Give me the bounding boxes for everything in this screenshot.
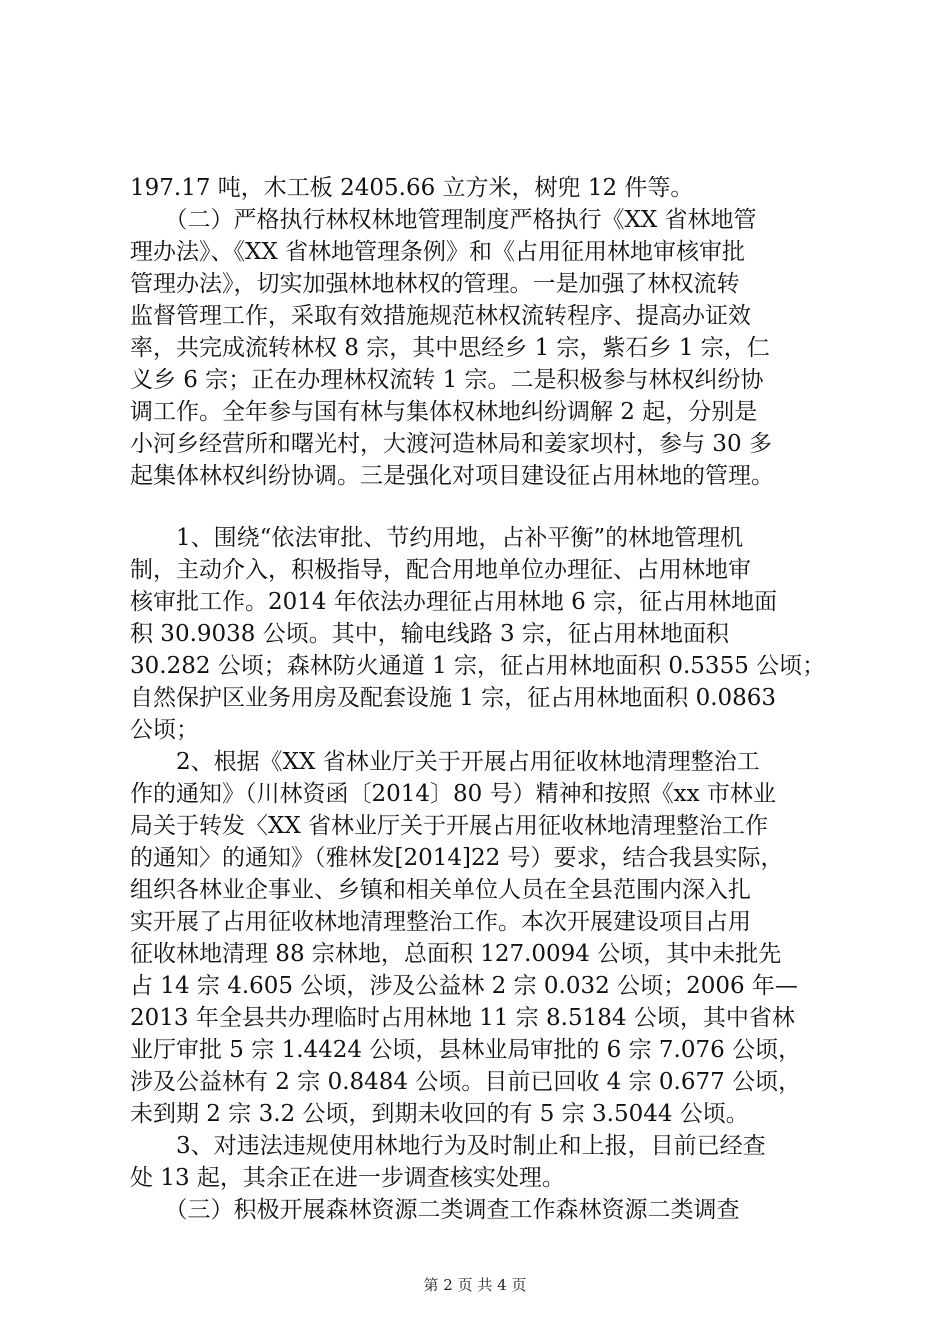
text-line: 实开展了占用征收林地清理整治工作。本次开展建设项目占用	[130, 909, 751, 935]
text-line: 197.17 吨，木工板 2405.66 立方米，树兜 12 件等。	[130, 175, 694, 201]
text-line: 积 30.9038 公顷。其中，输电线路 3 宗，征占用林地面积	[130, 621, 729, 647]
document-body	[130, 172, 830, 1226]
text-line: （三）积极开展森林资源二类调查工作森林资源二类调查	[130, 1197, 740, 1223]
text-line: 1、围绕“依法审批、节约用地，占补平衡”的林地管理机	[130, 525, 744, 551]
text-line: 作的通知》（川林资函〔2014〕80 号）精神和按照《xx 市林业	[130, 781, 776, 807]
page-number-footer: 第 2 页 共 4 页	[423, 1276, 527, 1294]
text-line: 2、根据《XX 省林业厅关于开展占用征收林地清理整治工	[130, 749, 760, 775]
text-line: 公顷；	[130, 717, 199, 743]
text-line: 核审批工作。2014 年依法办理征占用林地 6 宗，征占用林地面	[130, 589, 778, 615]
text-line: 组织各林业企事业、乡镇和相关单位人员在全县范围内深入扎	[130, 877, 751, 903]
text-line: 业厅审批 5 宗 1.4424 公顷，县林业局审批的 6 宗 7.076 公顷，	[130, 1037, 802, 1063]
text-line: 2013 年全县共办理临时占用林地 11 宗 8.5184 公顷，其中省林	[130, 1005, 795, 1031]
text-line: 30.282 公顷；森林防火通道 1 宗，征占用林地面积 0.5355 公顷；	[130, 653, 826, 679]
text-line: 起集体林权纠纷协调。三是强化对项目建设征占用林地的管理。	[130, 463, 774, 489]
text-line: 自然保护区业务用房及配套设施 1 宗，征占用林地面积 0.0863	[130, 685, 777, 711]
text-line: 义乡 6 宗；正在办理林权流转 1 宗。二是积极参与林权纠纷协	[130, 367, 764, 393]
text-line: 的通知〉的通知》（雅林发[2014]22 号）要求，结合我县实际，	[130, 845, 784, 871]
text-line: 制，主动介入，积极指导，配合用地单位办理征、占用林地审	[130, 557, 751, 583]
text-line: 小河乡经营所和曙光村，大渡河造林局和姜家坝村，参与 30 多	[130, 431, 772, 457]
text-line: 3、对违法违规使用林地行为及时制止和上报，目前已经查	[130, 1133, 766, 1159]
text-line: 调工作。全年参与国有林与集体权林地纠纷调解 2 起，分别是	[130, 399, 758, 425]
text-line: （二）严格执行林权林地管理制度严格执行《XX 省林地管	[130, 207, 757, 233]
text-line: 未到期 2 宗 3.2 公顷，到期未收回的有 5 宗 3.5044 公顷。	[130, 1101, 749, 1127]
text-line: 占 14 宗 4.605 公顷，涉及公益林 2 宗 0.032 公顷；2006 年—	[130, 973, 798, 999]
text-line: 处 13 起，其余正在进一步调查核实处理。	[130, 1165, 565, 1191]
text-line: 涉及公益林有 2 宗 0.8484 公顷。目前已回收 4 宗 0.677 公顷，	[130, 1069, 802, 1095]
text-line: 征收林地清理 88 宗林地，总面积 127.0094 公顷，其中未批先	[130, 941, 782, 967]
text-line: 理办法》、《XX 省林地管理条例》和《占用征用林地审核审批	[130, 239, 746, 265]
paragraph-gap	[130, 492, 830, 522]
text-line: 率，共完成流转林权 8 宗，其中思经乡 1 宗，紫石乡 1 宗，仁	[130, 335, 770, 361]
text-line: 管理办法》，切实加强林地林权的管理。一是加强了林权流转	[130, 271, 740, 297]
text-line: 局关于转发〈XX 省林业厅关于开展占用征收林地清理整治工作	[130, 813, 769, 839]
text-line: 监督管理工作，采取有效措施规范林权流转程序、提高办证效	[130, 303, 751, 329]
